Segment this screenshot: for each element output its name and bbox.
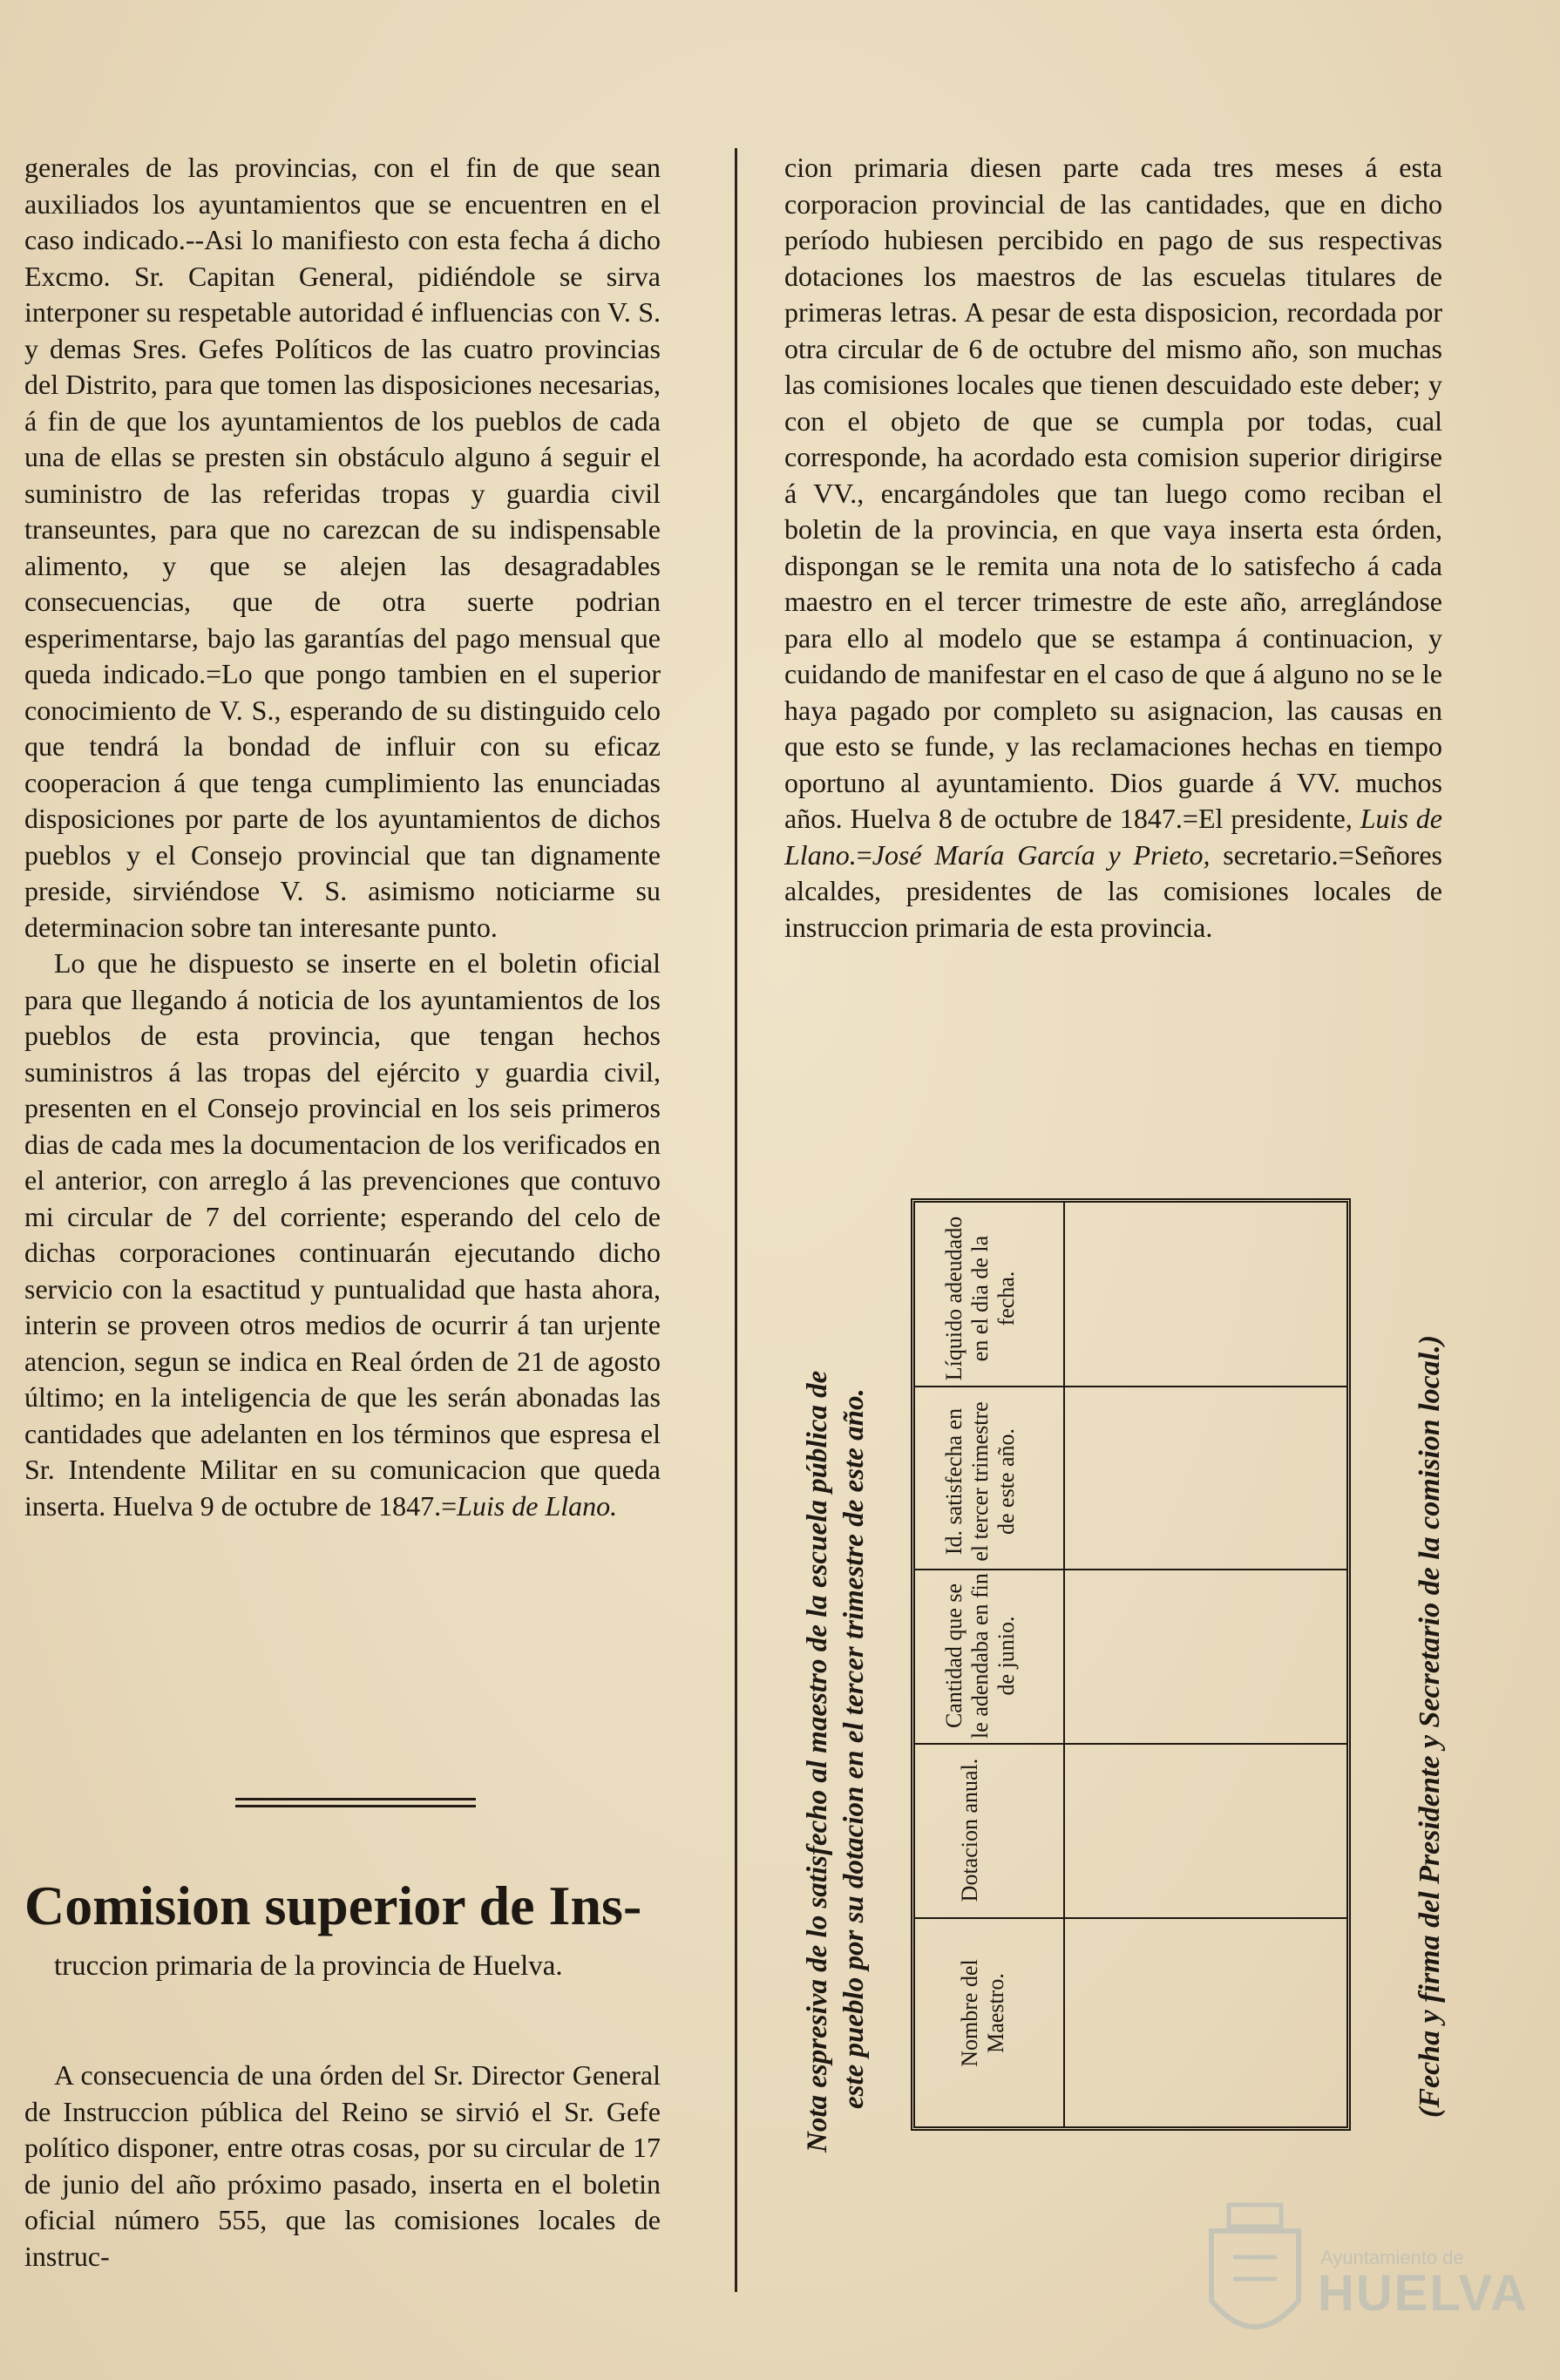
signature-luis-de-llano: Luis de Llano. (457, 1489, 618, 1522)
right-column (784, 150, 1442, 946)
watermark-big: HUELVA (1318, 2265, 1529, 2322)
paragraph-consecuencia: A consecuencia de una órden del Sr. Director General de Instruccion pública del Reino se sirvió el Sr. Gefe político disponer, entre otras cosas, por su circular de 17 de junio del año próximo pasado, inserta en el boletin oficial número 555, que las comisiones locales de instruc- (24, 2059, 661, 2272)
paragraph-instruccion-closing: secretario.=Señores alcaldes, presidentes de las comisiones locales de instruccion primaria de esta provincia. (784, 838, 1443, 943)
signature-secretary: José María García y Prieto, (872, 838, 1211, 871)
watermark-small: Ayuntamiento de (1320, 2247, 1464, 2268)
column-rule (735, 148, 737, 2292)
section-divider (235, 1798, 476, 1812)
signature-president: Luis de Llano. (784, 803, 1443, 871)
ayuntamiento-watermark (1203, 2196, 1529, 2362)
col-header-nombre: Nombre del Maestro. (957, 1959, 1008, 2067)
col-header-liquido: Líquido adeudado en el dia de la fecha. (941, 1216, 1019, 1381)
section-subtitle: truccion primaria de la provincia de Huelva. (54, 1950, 563, 1982)
paragraph-capitan-general: generales de las provincias, con el fin de que sean auxiliados los ayuntamientos que se encuentren en el caso indicado.--Asi lo manifiesto con esta fecha á dicho Excmo. Sr. Capitan General, pidiéndole se sirva interponer su respetable autoridad é influencias con V. S. y demas Sres. Gefes Políticos de las cuatro provincias del Distrito, para que tomen las disposiciones necesarias, á fin de que los ayuntamientos de los pueblos de cada una de ellas se presten sin obstáculo alguno á seguir el suministro de las referidas tropas y guardia civil transeuntes, para que no carezcan de su indispensable alimento, y que se alejen las desagradables consecuencias, que de otra suerte podrian esperimentarse, bajo las garantías del pago mensual que queda indicado.=Lo que pongo tambien en el superior conocimiento de V. S., esperando de su distinguido celo que tendrá la bondad de influir con su eficaz cooperacion á que tenga cumplimiento las enunciadas disposiciones por parte de los ayuntamientos de dichos pueblos y el Consejo provincial que tan dignamente preside, sirviéndose V. S. asimismo noticiarme su determinacion sobre tan interesante punto. (24, 152, 661, 943)
col-header-cantidad: Cantidad que se le adendaba en fin de junio. (941, 1573, 1019, 1739)
paragraph-boletin-order (24, 946, 661, 1524)
paragraph-instruccion-text: cion primaria diesen parte cada tres meses á esta corporacion provincial de las cantidades, que en dicho período hubiesen percibido en pago de sus respectivas dotaciones los maestros de las escuelas titulares de primeras letras. A pesar de esta disposicion, recordada por otra circular de 6 de octubre del mismo año, son muchas las comisiones locales que tienen descuidado este deber; y con el objeto de que se cumpla por todas, cual corresponde, ha acordado esta comision superior dirigirse á VV., encargándoles que tan luego como reciban el boletin de la provincia, en que vaya inserta esta órden, dispongan se le remita una nota de lo satisfecho á cada maestro en el tercer trimestre de este año, arreglándose para ello al modelo que se estampa á continuacion, y cuidando de manifestar en el caso de que á alguno no se le haya pagado por completo su asignacion, las causas en que esto se funde, y las reclamaciones hechas en tiempo oportuno al ayuntamiento. Dios guarde á VV. muchos años. Huelva 8 de octubre de 1847.=El presidente, (784, 152, 1442, 834)
left-column (24, 150, 661, 1524)
huelva-crest-icon (1203, 2196, 1307, 2353)
model-table (911, 1198, 1351, 2131)
paragraph-instruccion-primaria (784, 150, 1442, 946)
signature-separator: = (856, 838, 872, 871)
col-header-satisfecha: Id. satisfecha en el tercer trimestre de este año. (941, 1401, 1019, 1562)
section-title: Comision superior de Ins- (24, 1875, 642, 1936)
section-body (24, 2058, 661, 2275)
col-header-dotacion: Dotacion anual. (957, 1758, 982, 1902)
table-note-line1: Nota espresiva de lo satisfecho al maestro de la escuela pública de (802, 1370, 833, 2153)
table-note-line2: este pueblo por su dotacion en el tercer trimestre de este año. (838, 1388, 870, 2109)
table-footer-note: (Fecha y firma del Presidente y Secretario de la comision local.) (1414, 1334, 1446, 2118)
paragraph-boletin-text: Lo que he dispuesto se inserte en el boletin oficial para que llegando á noticia de los ayuntamientos de los pueblos de esta provincia, que tengan hechos suministros á las tropas del ejército y guardia civil, presenten en el Consejo provincial en los seis primeros dias de cada mes la documentacion de los verificados en el anterior, con arreglo á las prevenciones que contuvo mi circular de 7 del corriente; esperando del celo de dichas corporaciones continuarán ejecutando dicho servicio con la esactitud y puntualidad que hasta ahora, interin se proveen otros medios de ocurrir á tan urjente atencion, segun se indica en Real órden de 21 de agosto último; en la inteligencia de que les serán abonadas las cantidades que adelanten en los términos que espresa el Sr. Intendente Militar en su comunicacion que queda inserta. Huelva 9 de octubre de 1847.= (24, 947, 661, 1522)
